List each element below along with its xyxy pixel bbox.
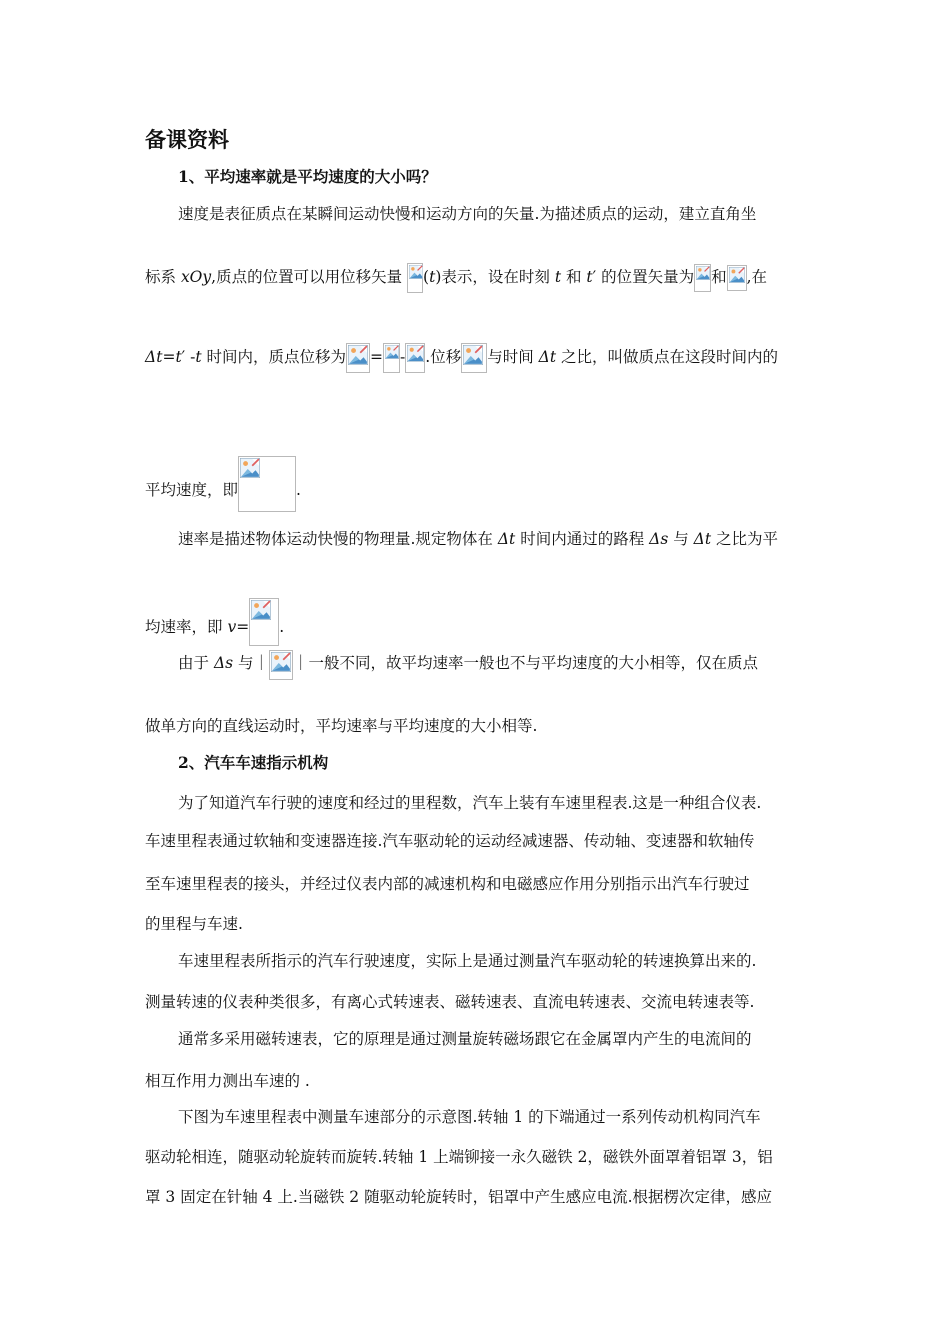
paragraph-line: 通常多采用磁转速表，它的原理是通过测量旋转磁场跟它在金属罩内产生的电流间的: [178, 1030, 752, 1048]
paragraph-line: 做单方向的直线运动时，平均速率与平均速度的大小相等.: [145, 717, 538, 735]
text-run-italic: Δt: [497, 530, 516, 548]
text-run: -: [400, 348, 406, 366]
paragraph-line: [145, 263, 767, 293]
text-run: 速率是描述物体运动快慢的物理量.规定物体在: [178, 530, 498, 548]
text-run: 由于: [178, 654, 214, 672]
text-run: 和: [561, 268, 587, 286]
formula-image-icon: [249, 598, 279, 646]
formula-image-icon: [383, 343, 400, 373]
text-run: (: [423, 268, 430, 286]
text-run: =: [370, 348, 384, 366]
text-run: 与时间: [487, 348, 539, 366]
paragraph-line: 罩 3 固定在针轴 4 上.当磁铁 2 随驱动轮旋转时，铝罩中产生感应电流.根据楞次定律，感应: [145, 1188, 773, 1206]
section-heading-speedometer: 2、汽车车速指示机构: [178, 753, 329, 772]
text-run-italic: t: [554, 268, 562, 286]
formula-image-icon: [405, 343, 425, 373]
text-run: 均速率，即: [145, 618, 228, 636]
page-title: 备课资料: [145, 127, 229, 152]
text-run: 之比，叫做质点在这段时间内的: [556, 348, 779, 366]
text-run-italic: t: [195, 348, 202, 366]
text-run-italic: t: [586, 268, 593, 286]
paragraph-line: [145, 343, 778, 373]
formula-image-icon: [346, 343, 370, 373]
text-run: 标系: [145, 268, 181, 286]
text-run: ′ -: [181, 348, 196, 366]
text-run-italic: Δt: [145, 348, 163, 366]
formula-image-icon: [727, 265, 747, 291]
text-run: ,质点的位置可以用位移矢量: [211, 268, 403, 286]
text-run-italic: xOy: [180, 268, 212, 286]
formula-image-icon: [269, 650, 293, 680]
paragraph-line: 为了知道汽车行驶的速度和经过的里程数，汽车上装有车速里程表.这是一种组合仪表.: [178, 794, 762, 812]
paragraph-line: 相互作用力测出车速的 .: [145, 1072, 310, 1090]
text-run: 时间内通过的路程: [515, 530, 650, 548]
paragraph-line: 车速里程表通过软轴和变速器连接.汽车驱动轮的运动经减速器、传动轴、变速器和软轴传: [145, 832, 755, 850]
paragraph-line: 车速里程表所指示的汽车行驶速度，实际上是通过测量汽车驱动轮的转速换算出来的.: [178, 952, 757, 970]
text-run: 与: [668, 530, 694, 548]
text-run: 和: [711, 268, 727, 286]
paragraph-line: 下图为车速里程表中测量车速部分的示意图.转轴 1 的下端通过一系列传动机构同汽车: [178, 1108, 761, 1126]
text-run-italic: Δt: [693, 530, 712, 548]
text-run: 之比为平: [711, 530, 779, 548]
text-run: ′ 的位置矢量为: [592, 268, 695, 286]
text-run: 时间内，质点位移为: [201, 348, 347, 366]
paragraph-line: 的里程与车速.: [145, 915, 243, 933]
text-run: .位移: [425, 348, 462, 366]
paragraph-line: [178, 528, 778, 550]
text-run-italic: Δs: [213, 654, 234, 672]
text-run: .: [296, 481, 301, 499]
text-run: )表示，设在时刻: [435, 268, 555, 286]
text-run: =: [162, 348, 176, 366]
text-run: ｜一般不同，故平均速率一般也不与平均速度的大小相等，仅在质点: [293, 654, 759, 672]
text-run-italic: v: [227, 618, 237, 636]
paragraph-line: [145, 456, 301, 512]
formula-image-icon: [238, 456, 296, 512]
paragraph-line: 测量转速的仪表种类很多，有离心式转速表、磁转速表、直流电转速表、交流电转速表等.: [145, 993, 755, 1011]
text-run: .: [279, 618, 285, 636]
text-run: =: [236, 618, 250, 636]
paragraph-line: 至车速里程表的接头，并经过仪表内部的减速机构和电磁感应作用分别指示出汽车行驶过: [145, 875, 750, 893]
paragraph-line: 速度是表征质点在某瞬间运动快慢和运动方向的矢量.为描述质点的运动，建立直角坐: [178, 205, 757, 223]
formula-image-icon: [461, 343, 487, 373]
text-run-italic: Δs: [649, 530, 669, 548]
text-run: ,在: [746, 268, 768, 286]
text-run-italic: t: [175, 348, 182, 366]
text-run: 平均速度，即: [145, 481, 239, 499]
paragraph-line: [178, 650, 758, 680]
text-run-italic: Δt: [538, 348, 557, 366]
formula-image-icon: [407, 263, 423, 293]
text-run-italic: t: [429, 268, 436, 286]
formula-image-icon: [694, 264, 711, 292]
section-heading-average-speed: 1、平均速率就是平均速度的大小吗？: [178, 167, 437, 186]
paragraph-line: [145, 598, 284, 646]
paragraph-line: 驱动轮相连，随驱动轮旋转而旋转.转轴 1 上端铆接一永久磁铁 2，磁铁外面罩着铝罩 3，铝: [145, 1148, 773, 1166]
text-run: 与｜: [233, 654, 270, 672]
